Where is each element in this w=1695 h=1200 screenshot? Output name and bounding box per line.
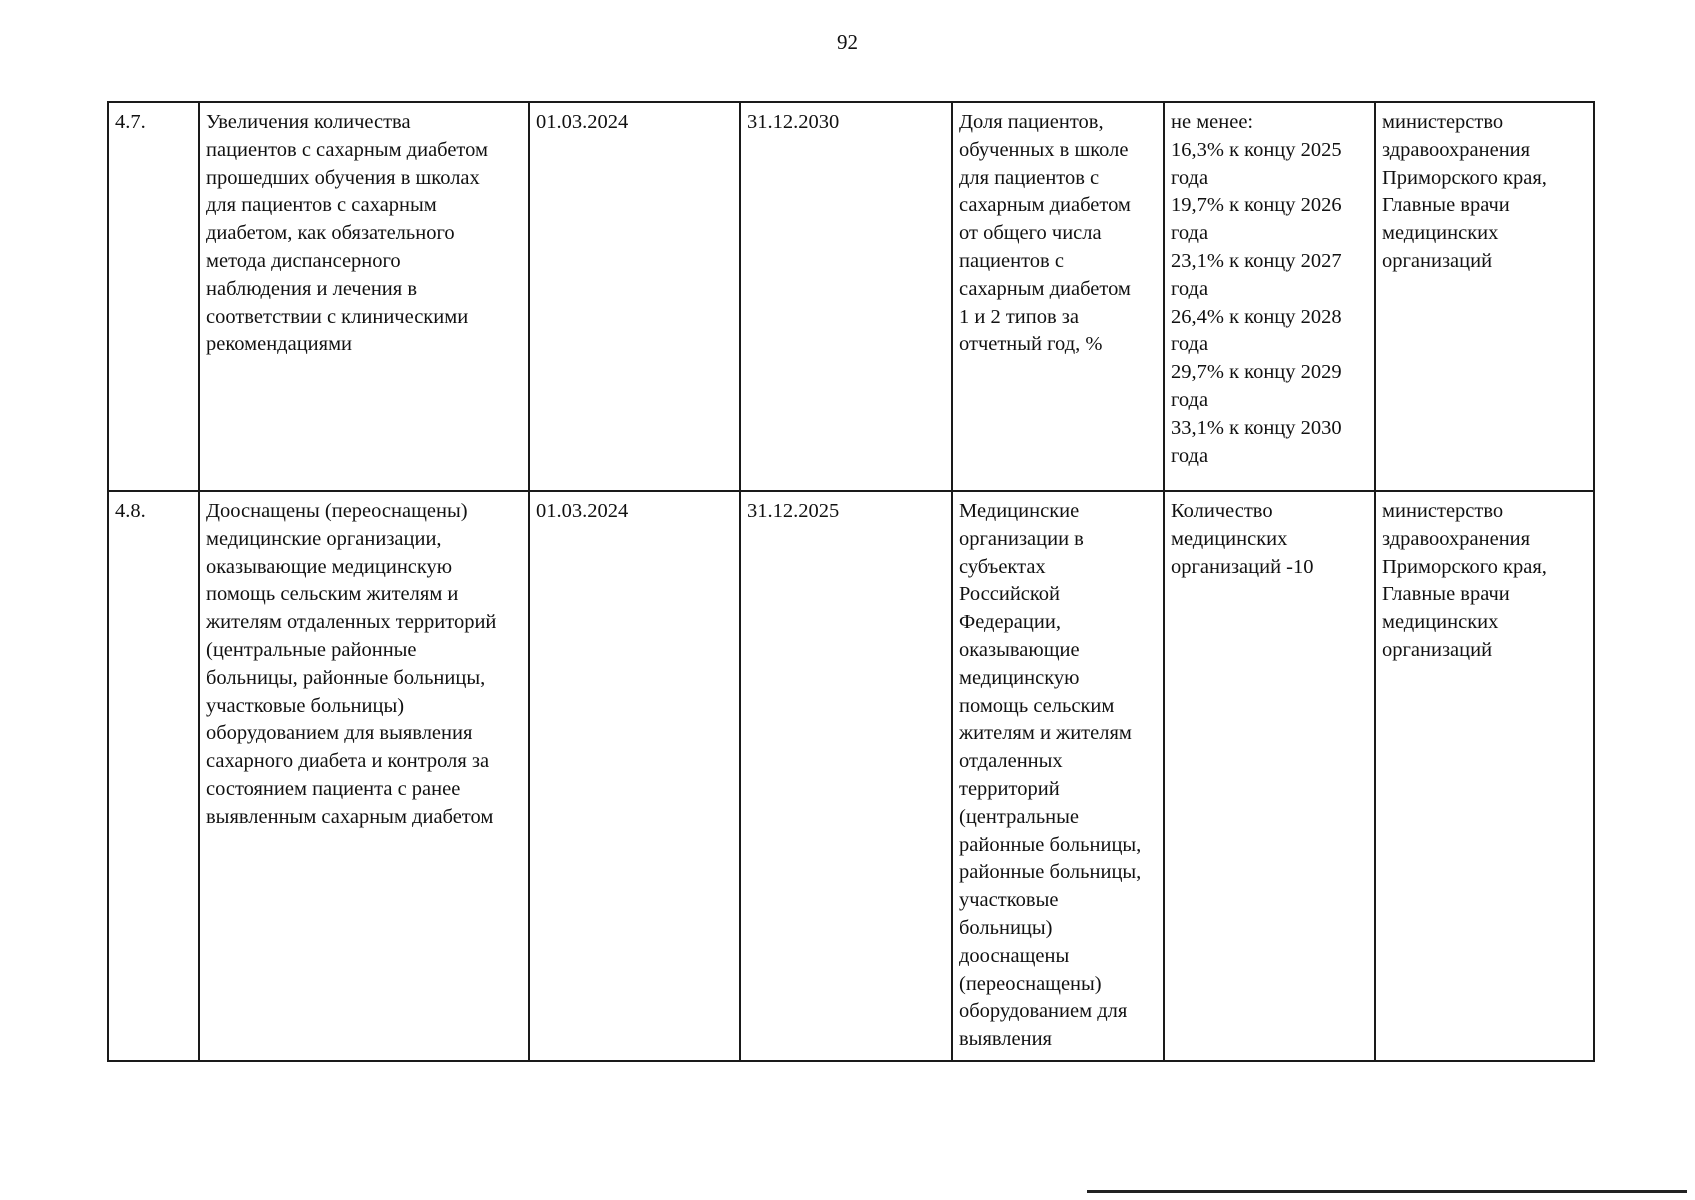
text-line: 26,4% к концу 2028	[1171, 305, 1342, 328]
text-line: пациентов с сахарным диабетом	[206, 138, 488, 161]
text-line: Федерации,	[959, 611, 1061, 634]
text-line: года	[1171, 333, 1209, 356]
text-line: (переоснащены)	[959, 972, 1102, 995]
text-line: министерство	[1382, 500, 1504, 522]
text-line: от общего числа	[959, 222, 1102, 245]
text-line: организаций -10	[1171, 555, 1314, 578]
text-line: медицинские организации,	[206, 527, 442, 550]
text-line: районные больницы,	[959, 861, 1142, 884]
text-line: сахарным диабетом	[959, 194, 1131, 217]
text-line: выявления	[959, 1028, 1052, 1051]
text-line: года	[1171, 222, 1209, 245]
text-line: медицинских	[1382, 222, 1499, 245]
text-line: состоянием пациента с ранее	[206, 777, 461, 800]
text-line: больницы)	[959, 916, 1053, 939]
text-line: участковые больницы)	[206, 694, 405, 717]
cell-start-date: 01.03.2024	[529, 102, 740, 491]
cell-target-value	[1164, 491, 1375, 1061]
measures-table	[107, 101, 1595, 1062]
text-line: прошедших обучения в школах	[206, 166, 480, 189]
text-line: Медицинские	[959, 500, 1080, 522]
text-line: помощь сельским жителям и	[206, 583, 459, 606]
text-line: Приморского края,	[1382, 555, 1547, 578]
text-line: 16,3% к концу 2025	[1171, 138, 1342, 161]
text-line: для пациентов с	[959, 166, 1100, 189]
text-line: не менее:	[1171, 111, 1254, 133]
cell-end-date: 31.12.2025	[740, 491, 952, 1061]
text-line: 29,7% к концу 2029	[1171, 361, 1342, 384]
text-line: территорий	[959, 777, 1060, 800]
text-line: 1 и 2 типов за	[959, 305, 1079, 328]
text-line: 23,1% к концу 2027	[1171, 249, 1342, 272]
text-line: субъектах	[959, 555, 1046, 578]
text-line: жителям и жителям	[959, 722, 1132, 745]
text-line: организации в	[959, 527, 1084, 550]
text-line: отчетный год, %	[959, 333, 1103, 356]
text-line: здравоохранения	[1382, 527, 1531, 550]
table-row	[108, 102, 1594, 491]
text-line: медицинских	[1382, 611, 1499, 634]
text-line: диабетом, как обязательного	[206, 222, 455, 245]
text-line: дооснащены	[959, 944, 1070, 967]
cell-end-date: 31.12.2030	[740, 102, 952, 491]
text-line: Доля пациентов,	[959, 111, 1104, 133]
text-line: участковые	[959, 889, 1059, 912]
text-line: Количество	[1171, 500, 1273, 522]
table-row	[108, 491, 1594, 1061]
cell-number: 4.7.	[108, 102, 199, 491]
page-number: 92	[837, 30, 858, 54]
text-line: обученных в школе	[959, 138, 1129, 161]
text-line: Приморского края,	[1382, 166, 1547, 189]
text-line: сахарного диабета и контроля за	[206, 750, 490, 773]
text-line: оказывающие	[959, 638, 1080, 661]
text-line: рекомендациями	[206, 333, 353, 356]
text-line: Увеличения количества	[206, 111, 411, 133]
text-line: оборудованием для	[959, 1000, 1128, 1023]
text-line: Главные врачи	[1382, 194, 1510, 217]
text-line: оказывающие медицинскую	[206, 555, 453, 578]
text-line: (центральные	[959, 805, 1080, 828]
cell-responsible	[1375, 102, 1594, 491]
cell-start-date: 01.03.2024	[529, 491, 740, 1061]
cell-event	[199, 491, 529, 1061]
text-line: министерство	[1382, 111, 1504, 133]
text-line: оборудованием для выявления	[206, 722, 473, 745]
text-line: для пациентов с сахарным	[206, 194, 437, 217]
text-line: помощь сельским	[959, 694, 1115, 717]
bottom-rule	[1087, 1190, 1687, 1193]
text-line: сахарным диабетом	[959, 277, 1131, 300]
text-line: Главные врачи	[1382, 583, 1510, 606]
cell-event	[199, 102, 529, 491]
cell-responsible	[1375, 491, 1594, 1061]
text-line: районные больницы,	[959, 833, 1142, 856]
text-line: Российской	[959, 583, 1061, 606]
cell-indicator	[952, 102, 1164, 491]
text-line: здравоохранения	[1382, 138, 1531, 161]
text-line: года	[1171, 277, 1209, 300]
text-line: 33,1% к концу 2030	[1171, 416, 1342, 439]
text-line: медицинскую	[959, 666, 1080, 689]
cell-indicator	[952, 491, 1164, 1061]
text-line: жителям отдаленных территорий	[206, 611, 497, 634]
text-line: больницы, районные больницы,	[206, 666, 486, 689]
text-line: Дооснащены (переоснащены)	[206, 500, 468, 522]
cell-number: 4.8.	[108, 491, 199, 1061]
text-line: года	[1171, 444, 1209, 467]
text-line: организаций	[1382, 638, 1493, 661]
text-line: организаций	[1382, 249, 1493, 272]
text-line: 19,7% к концу 2026	[1171, 194, 1342, 217]
text-line: пациентов с	[959, 249, 1064, 272]
text-line: наблюдения и лечения в	[206, 277, 418, 300]
text-line: медицинских	[1171, 527, 1288, 550]
text-line: года	[1171, 388, 1209, 411]
text-line: метода диспансерного	[206, 249, 401, 272]
text-line: года	[1171, 166, 1209, 189]
text-line: соответствии с клиническими	[206, 305, 469, 328]
text-line: отдаленных	[959, 750, 1063, 773]
text-line: выявленным сахарным диабетом	[206, 805, 494, 828]
cell-target-value	[1164, 102, 1375, 491]
text-line: (центральные районные	[206, 638, 417, 661]
